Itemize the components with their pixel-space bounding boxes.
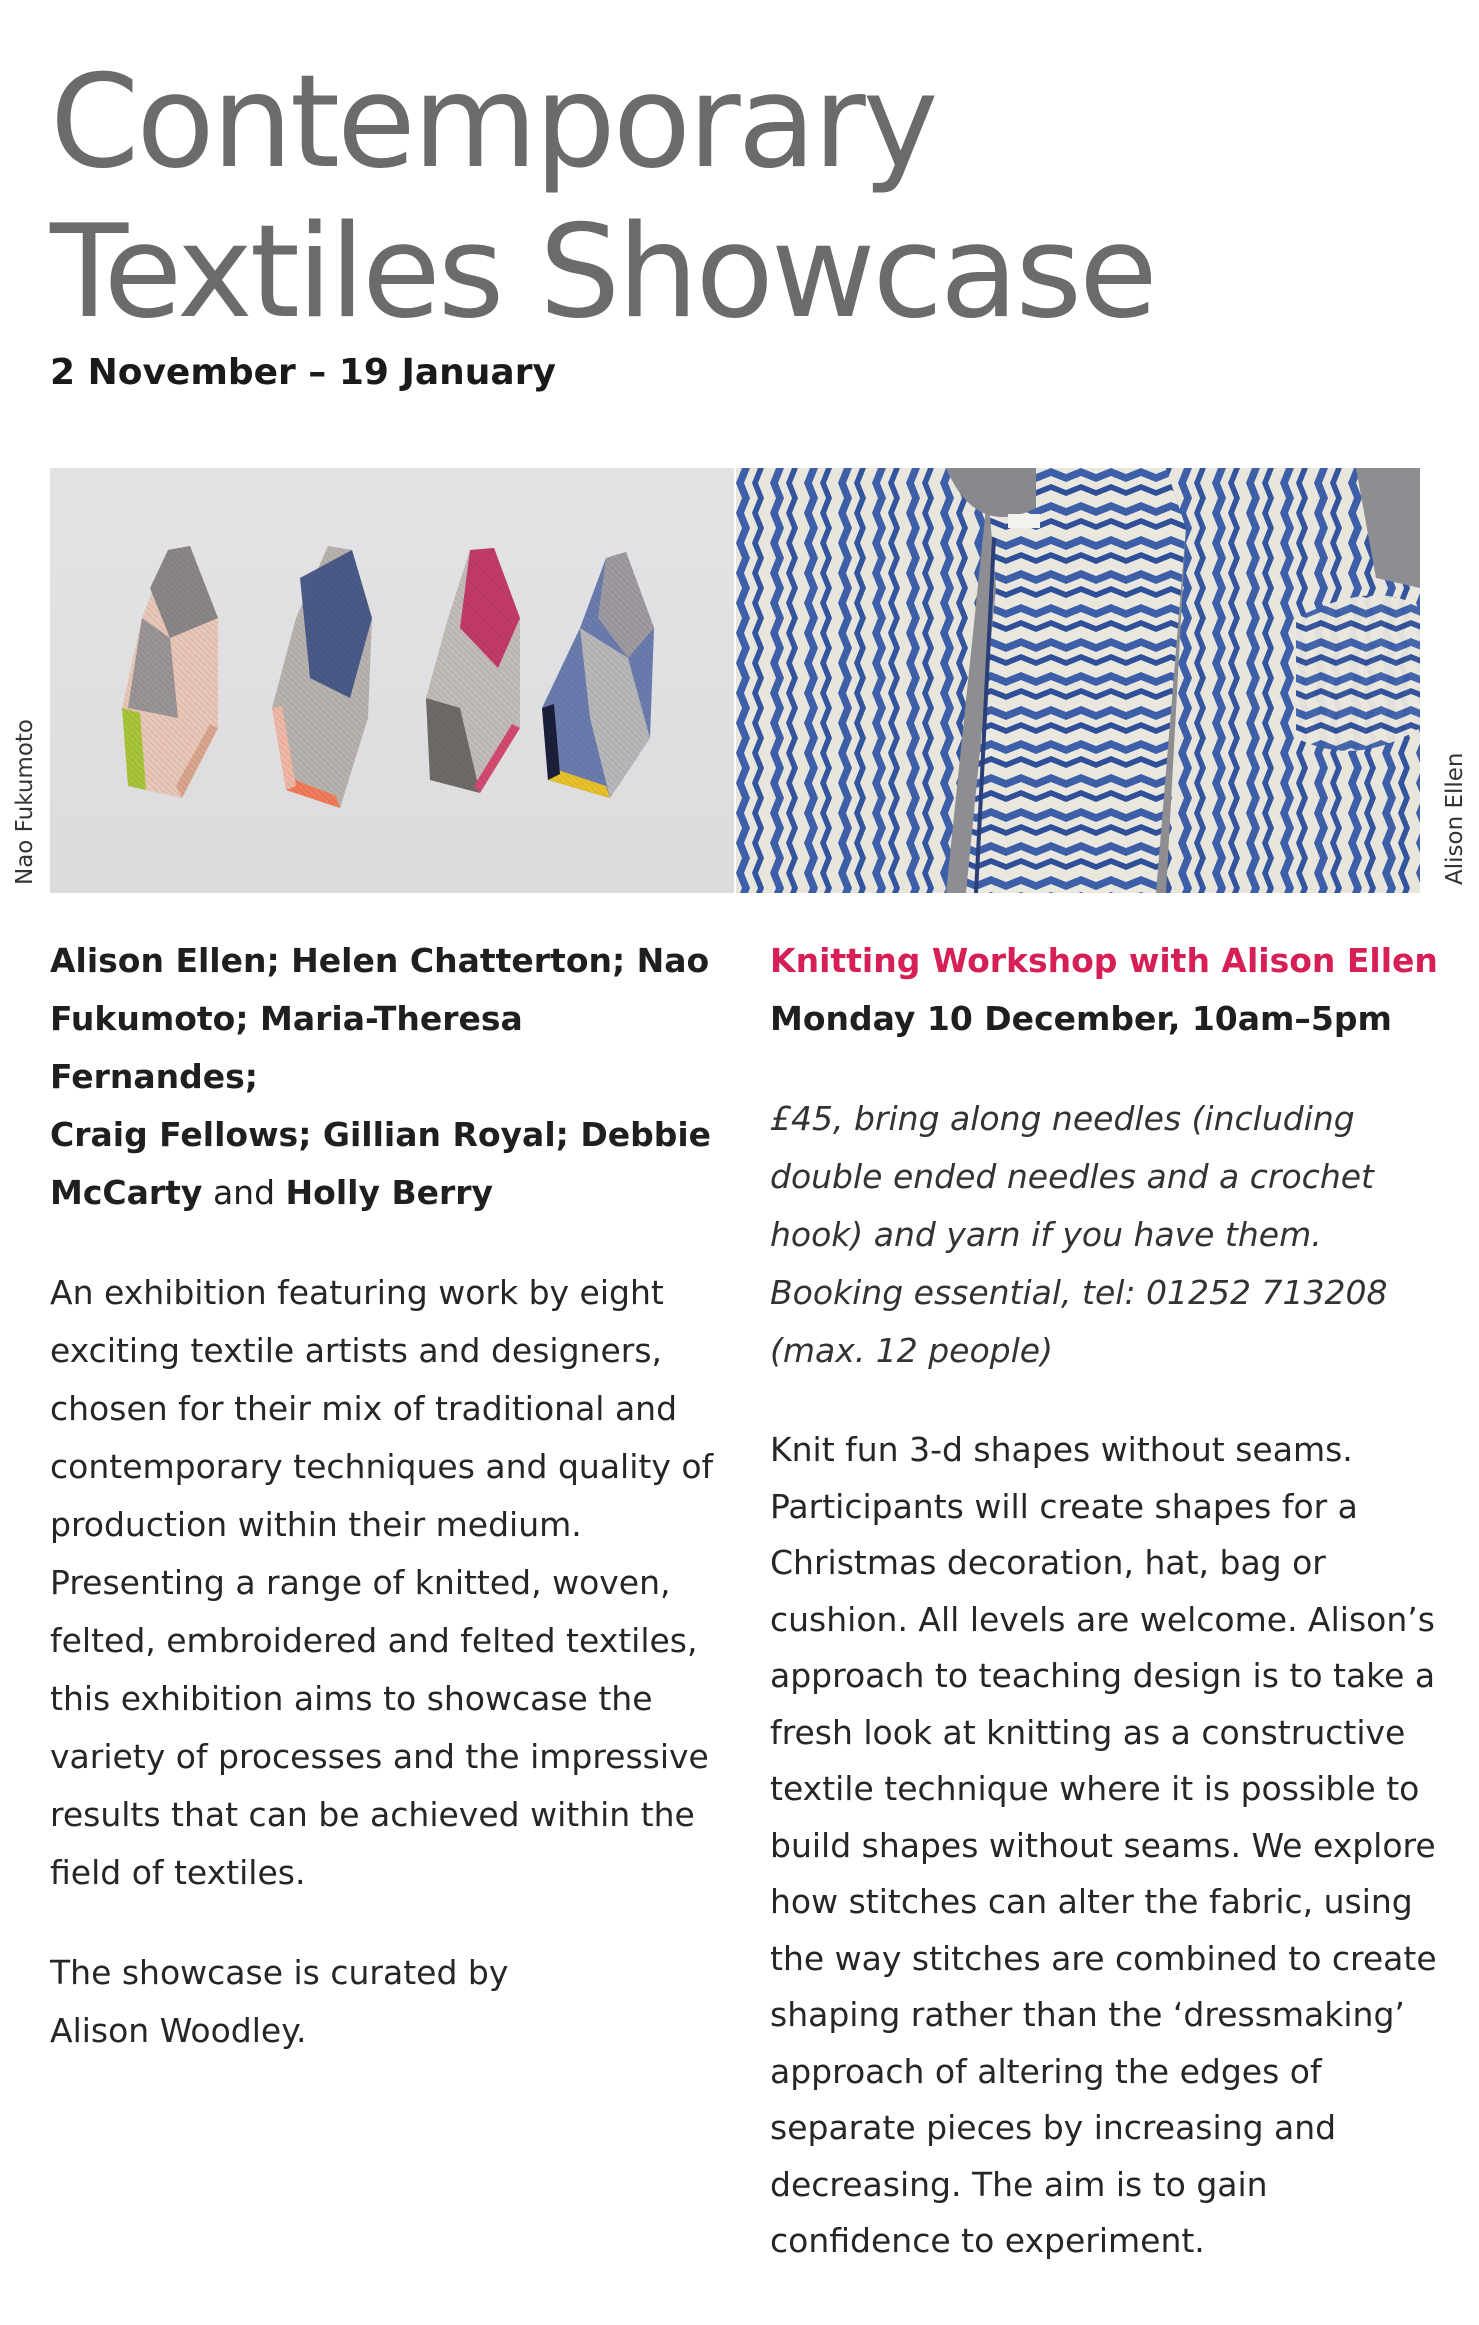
artist-conjunction: and [202,1173,286,1212]
workshop-booking-info: £45, bring along needles (including double ended needles and a crochet hook) and yarn if you have them. Booking essential, tel: 01252 713208 (max. 12 people) [770,1099,1388,1370]
cloth-1 [122,546,218,798]
artist-line: Craig Fellows; Gillian Royal; Debbie [50,1115,712,1154]
cloth-3 [426,548,520,793]
curator-line-1: The showcase is curated by [50,1953,509,1992]
workshop-description: Knit fun 3-d shapes without seams. Participants will create shapes for a Christmas decoration, hat, bag or cushion. All levels are welcome. Alison’s approach to teaching design is to take a fresh look at knitting as a constructive textile technique where it is possible to build shapes without seams. We explore how stitches can alter the fabric, using the way stitches are combined to create shaping rather than the ‘dressmaking’ approach of altering the edges of separate pieces by increasing and decreasing. The aim is to gain confidence to experiment. [770,1430,1437,2260]
hanging-textiles-photo [50,468,734,893]
workshop-column [770,932,1450,2270]
curator-note [50,1944,722,2060]
title-line-2: Textiles Showcase [50,198,1155,347]
exhibition-description: An exhibition featuring work by eight exciting textile artists and designers, chosen for their mix of traditional and contemporary techniques and quality of production within their medium. Presenting a range of knitted, woven, felted, embroidered and felted textiles, this exhibition aims to showcase the variety of processes and the impressive results that can be achieved within the field of textiles. [50,1273,714,1892]
title-line-1: Contemporary [50,48,936,197]
artist-line: Alison Ellen; Helen Chatterton; Nao [50,941,710,980]
artist-name: Holly Berry [285,1173,494,1212]
knitted-garment-photo [736,468,1420,893]
exhibition-dates: 2 November – 19 January [50,352,556,393]
knitted-garment-illustration [736,468,1420,893]
cloth-4 [542,552,654,798]
exhibition-column [50,932,722,2060]
photo-credit-right: Alison Ellen [1442,752,1468,885]
page-title [50,48,1155,348]
artist-list [50,932,722,1222]
curator-line-2: Alison Woodley. [50,2011,307,2050]
hanging-textiles-illustration [50,468,734,893]
artist-name: McCarty [50,1173,203,1212]
workshop-date: Monday 10 December, 10am–5pm [770,999,1392,1038]
workshop-title: Knitting Workshop with Alison Ellen [770,941,1438,980]
cloth-2 [272,546,372,808]
artist-line: Fukumoto; Maria-Theresa Fernandes; [50,999,523,1096]
photo-credit-left: Nao Fukumoto [12,719,38,885]
